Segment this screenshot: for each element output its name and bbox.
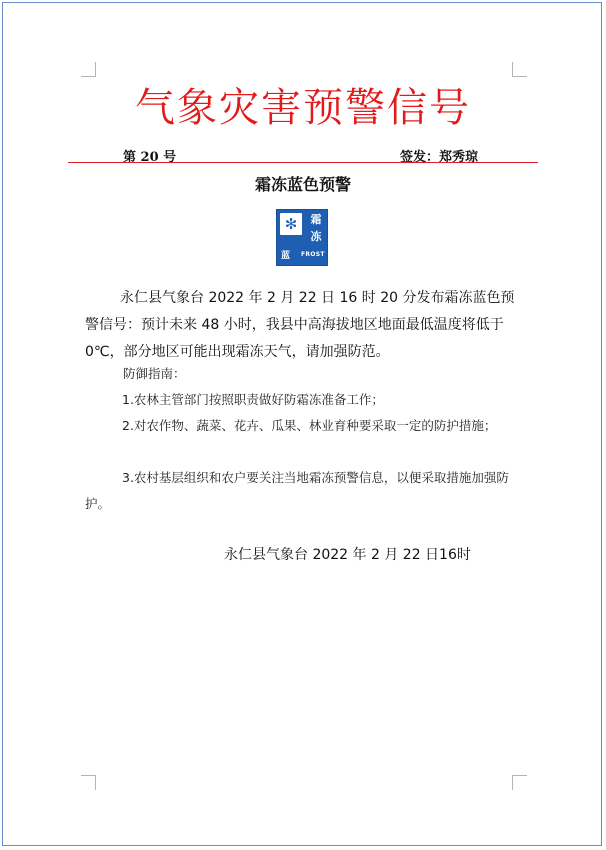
issue-number: 第 20 号 <box>123 150 177 165</box>
margin-corner-bottom-right <box>512 775 527 790</box>
signer: 签发：郑秀琼 <box>400 150 479 165</box>
document-header-title: 气象灾害预警信号 <box>135 85 471 131</box>
frost-symbol-icon: ✻ <box>280 213 302 235</box>
signal-name-char-1: 霜 <box>310 213 322 226</box>
signal-name-char-2: 冻 <box>310 230 322 243</box>
guide-item-3: 3.农村基层组织和农户要关注当地霜冻预警信息，以便采取措施加强防护。 <box>85 470 509 511</box>
guide-heading: 防御指南： <box>123 366 186 381</box>
header-divider <box>68 162 538 163</box>
guide-item-1: 1.农林主管部门按照职责做好防霜冻准备工作； <box>122 392 384 407</box>
margin-corner-top-left <box>81 62 96 77</box>
signal-en-label: FROST <box>301 251 325 258</box>
guide-item-2: 2.对农作物、蔬菜、花卉、瓜果、林业育种要采取一定的防护措施； <box>122 418 497 433</box>
signal-level-char: 蓝 <box>281 251 291 261</box>
warning-title: 霜冻蓝色预警 <box>254 175 351 194</box>
margin-corner-bottom-left <box>81 775 96 790</box>
frost-blue-signal-icon <box>276 209 328 266</box>
warning-body: 永仁县气象台 2022 年 2 月 22 日 16 时 20 分发布霜冻蓝色预警信号：预计未来 48 小时，我县中高海拔地区地面最低温度将低于 0℃，部分地区可能出现霜冻天气，请加强防范。 <box>85 290 515 360</box>
margin-corner-top-right <box>512 62 527 77</box>
issuer-footer: 永仁县气象台 2022 年 2 月 22 日16时 <box>224 547 471 563</box>
